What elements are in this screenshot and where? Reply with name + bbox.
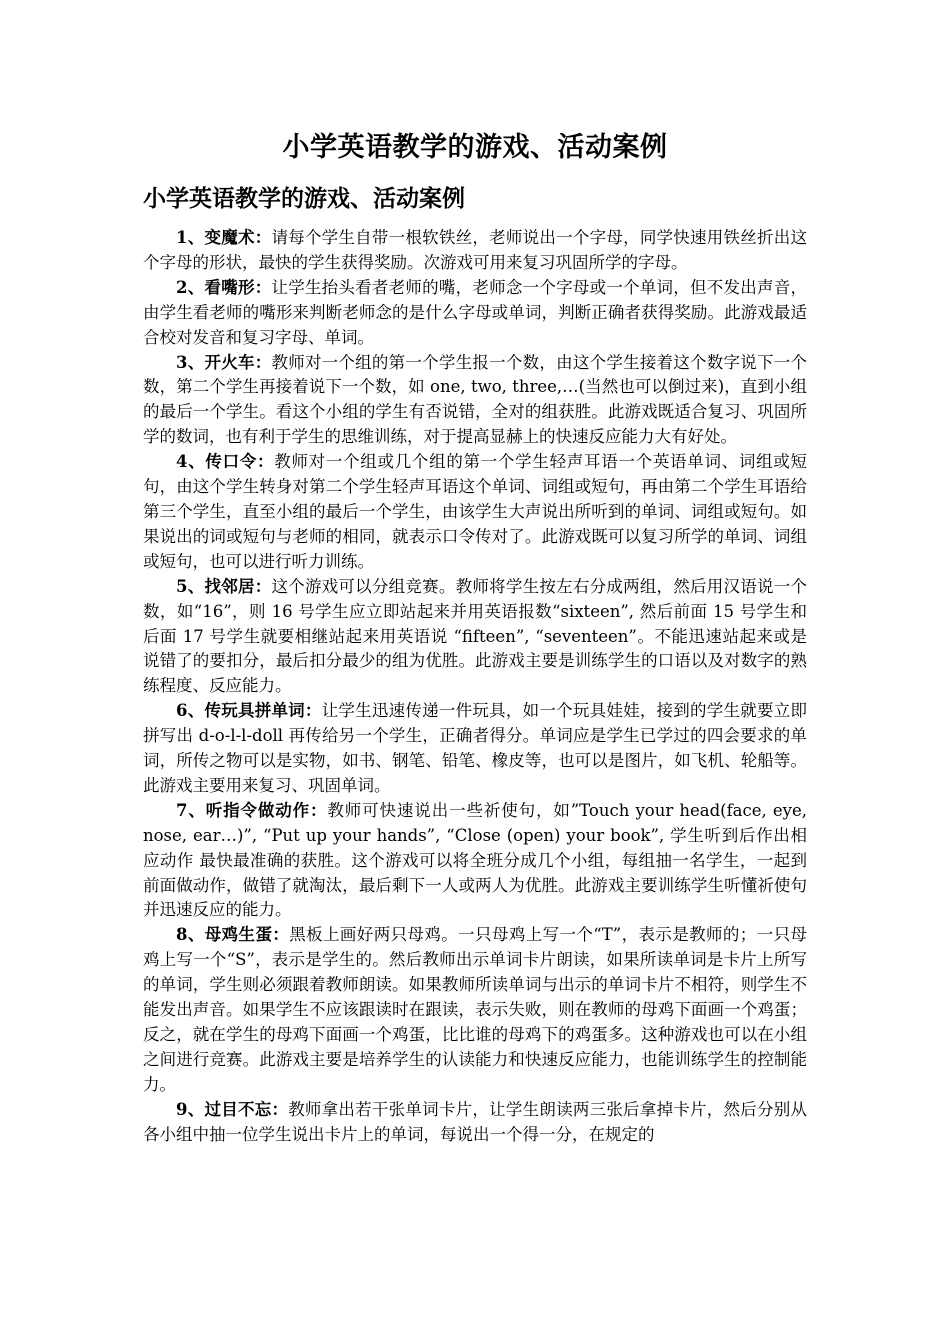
document-body [143, 226, 807, 1148]
paragraph-text: 这个游戏可以分组竞赛。教师将学生按左右分成两组，然后用汉语说一个数，如“16”，则 16 号学生应立即站起来并用英语报数“sixteen”, 然后前面 15 号学生和后面 17 号学生就要相继站起来用英语说 “fifteen”, “seventeen”。不能迅速站起来或是说错了的要扣分，最后扣分最少的组为优胜。此游戏主要是训练学生的口语以及对数字的熟练程度、反应能力。 [143, 576, 808, 696]
paragraph-text: 让学生迅速传递一件玩具，如一个玩具娃娃，接到的学生就要立即拼写出 d-o-l-l-doll 再传给另一个学生，正确者得分。单词应是学生已学过的四会要求的单词，所传之物可以是实物，如书、钢笔、铅笔、橡皮等，也可以是图片，如飞机、轮船等。此游戏主要用来复习、巩固单词。 [143, 701, 808, 795]
paragraph-heading: 5、找邻居： [176, 576, 272, 596]
paragraph-heading: 2、看嘴形： [176, 277, 272, 297]
paragraph-heading: 9、过目不忘： [176, 1099, 289, 1119]
paragraph-6 [143, 699, 807, 799]
paragraph-1 [143, 226, 807, 276]
paragraph-4 [143, 450, 807, 575]
paragraph-text: 教师对一个组或几个组的第一个学生轻声耳语一个英语单词、词组或短句，由这个学生转身对第二个学生轻声耳语这个单词、词组或短句，再由第二个学生耳语给第三个学生，直至小组的最后一个学生，由该学生大声说出所听到的单词、词组或短句。如果说出的词或短句与老师的相同，就表示口令传对了。此游戏既可以复习所学的单词、词组或短句，也可以进行听力训练。 [143, 452, 807, 571]
paragraph-9 [143, 1098, 807, 1148]
paragraph-2 [143, 276, 807, 351]
paragraph-text: 黑板上画好两只母鸡。一只母鸡上写一个“T”，表示是教师的；一只母鸡上写一个“S”，表示是学生的。然后教师出示单词卡片朗读，如果所读单词是卡片上所写的单词，学生则必须跟着教师朗读。如果教师所读单词与出示的单词卡片不相符，则学生不能发出声音。如果学生不应该跟读时在跟读，表示失败，则在教师的母鸡下面画一个鸡蛋；反之，就在学生的母鸡下面画一个鸡蛋，比比谁的母鸡下的鸡蛋多。这种游戏也可以在小组之间进行竞赛。此游戏主要是培养学生的认读能力和快速反应能力，也能训练学生的控制能力。 [143, 925, 807, 1094]
section-heading: 小学英语教学的游戏、活动案例 [143, 186, 465, 212]
paragraph-heading: 1、变魔术： [176, 228, 272, 247]
paragraph-text: 教师可快速说出一些祈使句，如”Touch your head(face, eye, nose, ear…)”, “Put up your hands”, “Close (open) your book”, 学生听到后作出相应动作 最快最准确的获胜。这个游戏可以将全班分成几个小组，每组抽一名学生，一起到前面做动作，做错了就淘汰，最后剩下一人或两人为优胜。此游戏主要训练学生听懂祈使句并迅速反应的能力。 [143, 800, 807, 920]
paragraph-heading: 8、母鸡生蛋： [176, 925, 290, 945]
paragraph-text: 教师对一个组的第一个学生报一个数，由这个学生接着这个数字说下一个数，第二个学生再接着说下一个数，如 one, two, three,…(当然也可以倒过来)，直到小组的最后一个学生。看这个小组的学生有否说错，全对的组获胜。此游戏既适合复习、巩固所学的数词，也有利于学生的思维训练，对于提高显赫上的快速反应能力大有好处。 [143, 352, 808, 447]
paragraph-5 [143, 575, 807, 700]
paragraph-heading: 7、听指令做动作： [176, 800, 328, 820]
paragraph-8 [143, 923, 807, 1097]
paragraph-7 [143, 799, 807, 924]
paragraph-heading: 6、传玩具拼单词： [176, 701, 322, 721]
paragraph-text: 让学生抬头看者老师的嘴，老师念一个字母或一个单词，但不发出声音，由学生看老师的嘴形来判断老师念的是什么字母或单词，判断正确者获得奖励。此游戏最适合校对发音和复习字母、单词。 [143, 277, 808, 347]
document-title: 小学英语教学的游戏、活动案例 [282, 132, 668, 163]
paragraph-text: 教师拿出若干张单词卡片，让学生朗读两三张后拿掉卡片，然后分别从各小组中抽一位学生说出卡片上的单词，每说出一个得一分，在规定的 [143, 1099, 807, 1144]
paragraph-text: 请每个学生自带一根软铁丝，老师说出一个字母，同学快速用铁丝折出这个字母的形状，最快的学生获得奖励。次游戏可用来复习巩固所学的字母。 [143, 228, 808, 272]
paragraph-heading: 3、开火车： [176, 352, 272, 372]
paragraph-heading: 4、传口令： [176, 452, 275, 472]
paragraph-3 [143, 351, 807, 451]
